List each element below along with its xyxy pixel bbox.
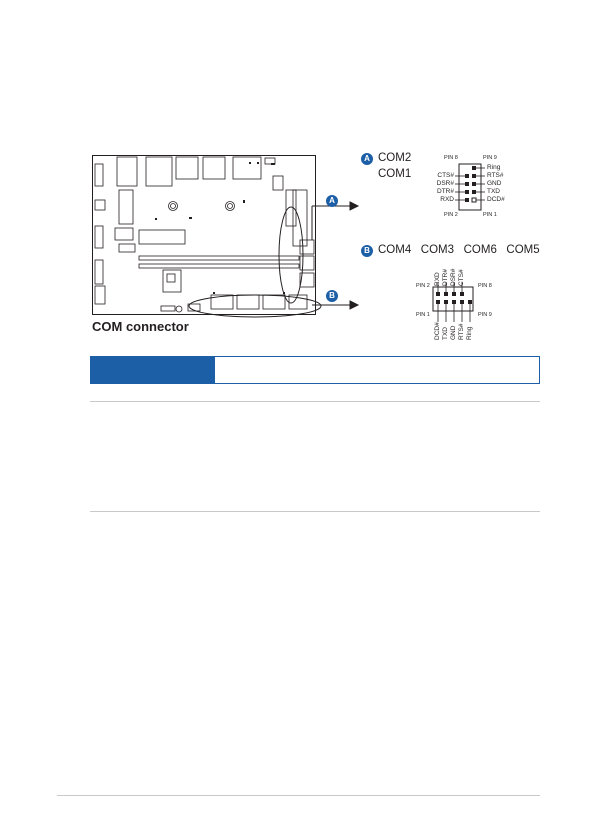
connector-a-pin-bottom-right: PIN 1 bbox=[483, 212, 497, 218]
divider-top bbox=[90, 401, 540, 402]
connector-b-pin-bottom-left: PIN 1 bbox=[416, 312, 430, 318]
connector-b-pin-top-right: PIN 8 bbox=[478, 283, 492, 289]
connector-b-badge: B bbox=[361, 245, 373, 257]
connector-highlights bbox=[73, 136, 333, 336]
connector-a-name-1: COM2 bbox=[378, 152, 412, 164]
connector-a-right-signal: DCD# bbox=[487, 196, 505, 203]
connector-b-bottom-signal: DCD# bbox=[434, 322, 441, 340]
connector-a-pin-top-left: PIN 8 bbox=[444, 155, 458, 161]
connector-b-pin-top-left: PIN 2 bbox=[416, 283, 430, 289]
divider-middle bbox=[90, 511, 540, 512]
connector-a-left-signal: CTS# bbox=[437, 172, 454, 179]
motherboard-diagram bbox=[92, 155, 316, 315]
connector-a-right-signal: Ring bbox=[487, 164, 501, 171]
connector-a-left-signal: RXD bbox=[440, 196, 454, 203]
connector-a-badge: A bbox=[361, 153, 373, 165]
connector-b-top-signal: RXD bbox=[434, 272, 441, 286]
connector-a-right-signal: RTS# bbox=[487, 172, 504, 179]
connector-b-bottom-signal: RTS# bbox=[458, 323, 465, 340]
footer-divider bbox=[57, 795, 540, 796]
connector-a-name-2: COM1 bbox=[378, 168, 412, 180]
connector-a-pin-bottom-left: PIN 2 bbox=[444, 212, 458, 218]
connector-a-left-signal: DTR# bbox=[437, 188, 454, 195]
connector-a-right-signal: TXD bbox=[487, 188, 500, 195]
section-header-bar bbox=[90, 356, 540, 384]
connector-b-names: COM4 COM3 COM6 COM5 bbox=[378, 244, 540, 256]
callout-b-badge: B bbox=[326, 290, 338, 302]
connector-b-top-signal: CTS# bbox=[458, 269, 465, 286]
connector-b-bottom-signal: TXD bbox=[442, 327, 449, 340]
connector-b-bottom-signal: Ring bbox=[466, 326, 473, 340]
connector-a-right-signal: GND bbox=[487, 180, 502, 187]
connector-b-pin-bottom-right: PIN 9 bbox=[478, 312, 492, 318]
connector-b-bottom-signal: GND bbox=[450, 325, 457, 340]
connector-a-pinout bbox=[455, 163, 485, 211]
section-header-fill bbox=[91, 357, 215, 383]
connector-b-top-signal: DTR# bbox=[442, 269, 449, 286]
connector-a-left-signal: DSR# bbox=[436, 180, 454, 187]
diagram-caption: COM connector bbox=[92, 319, 189, 334]
connector-a-pin-top-right: PIN 9 bbox=[483, 155, 497, 161]
connector-b-top-signal: DSR# bbox=[450, 268, 457, 286]
callout-a-badge: A bbox=[326, 195, 338, 207]
